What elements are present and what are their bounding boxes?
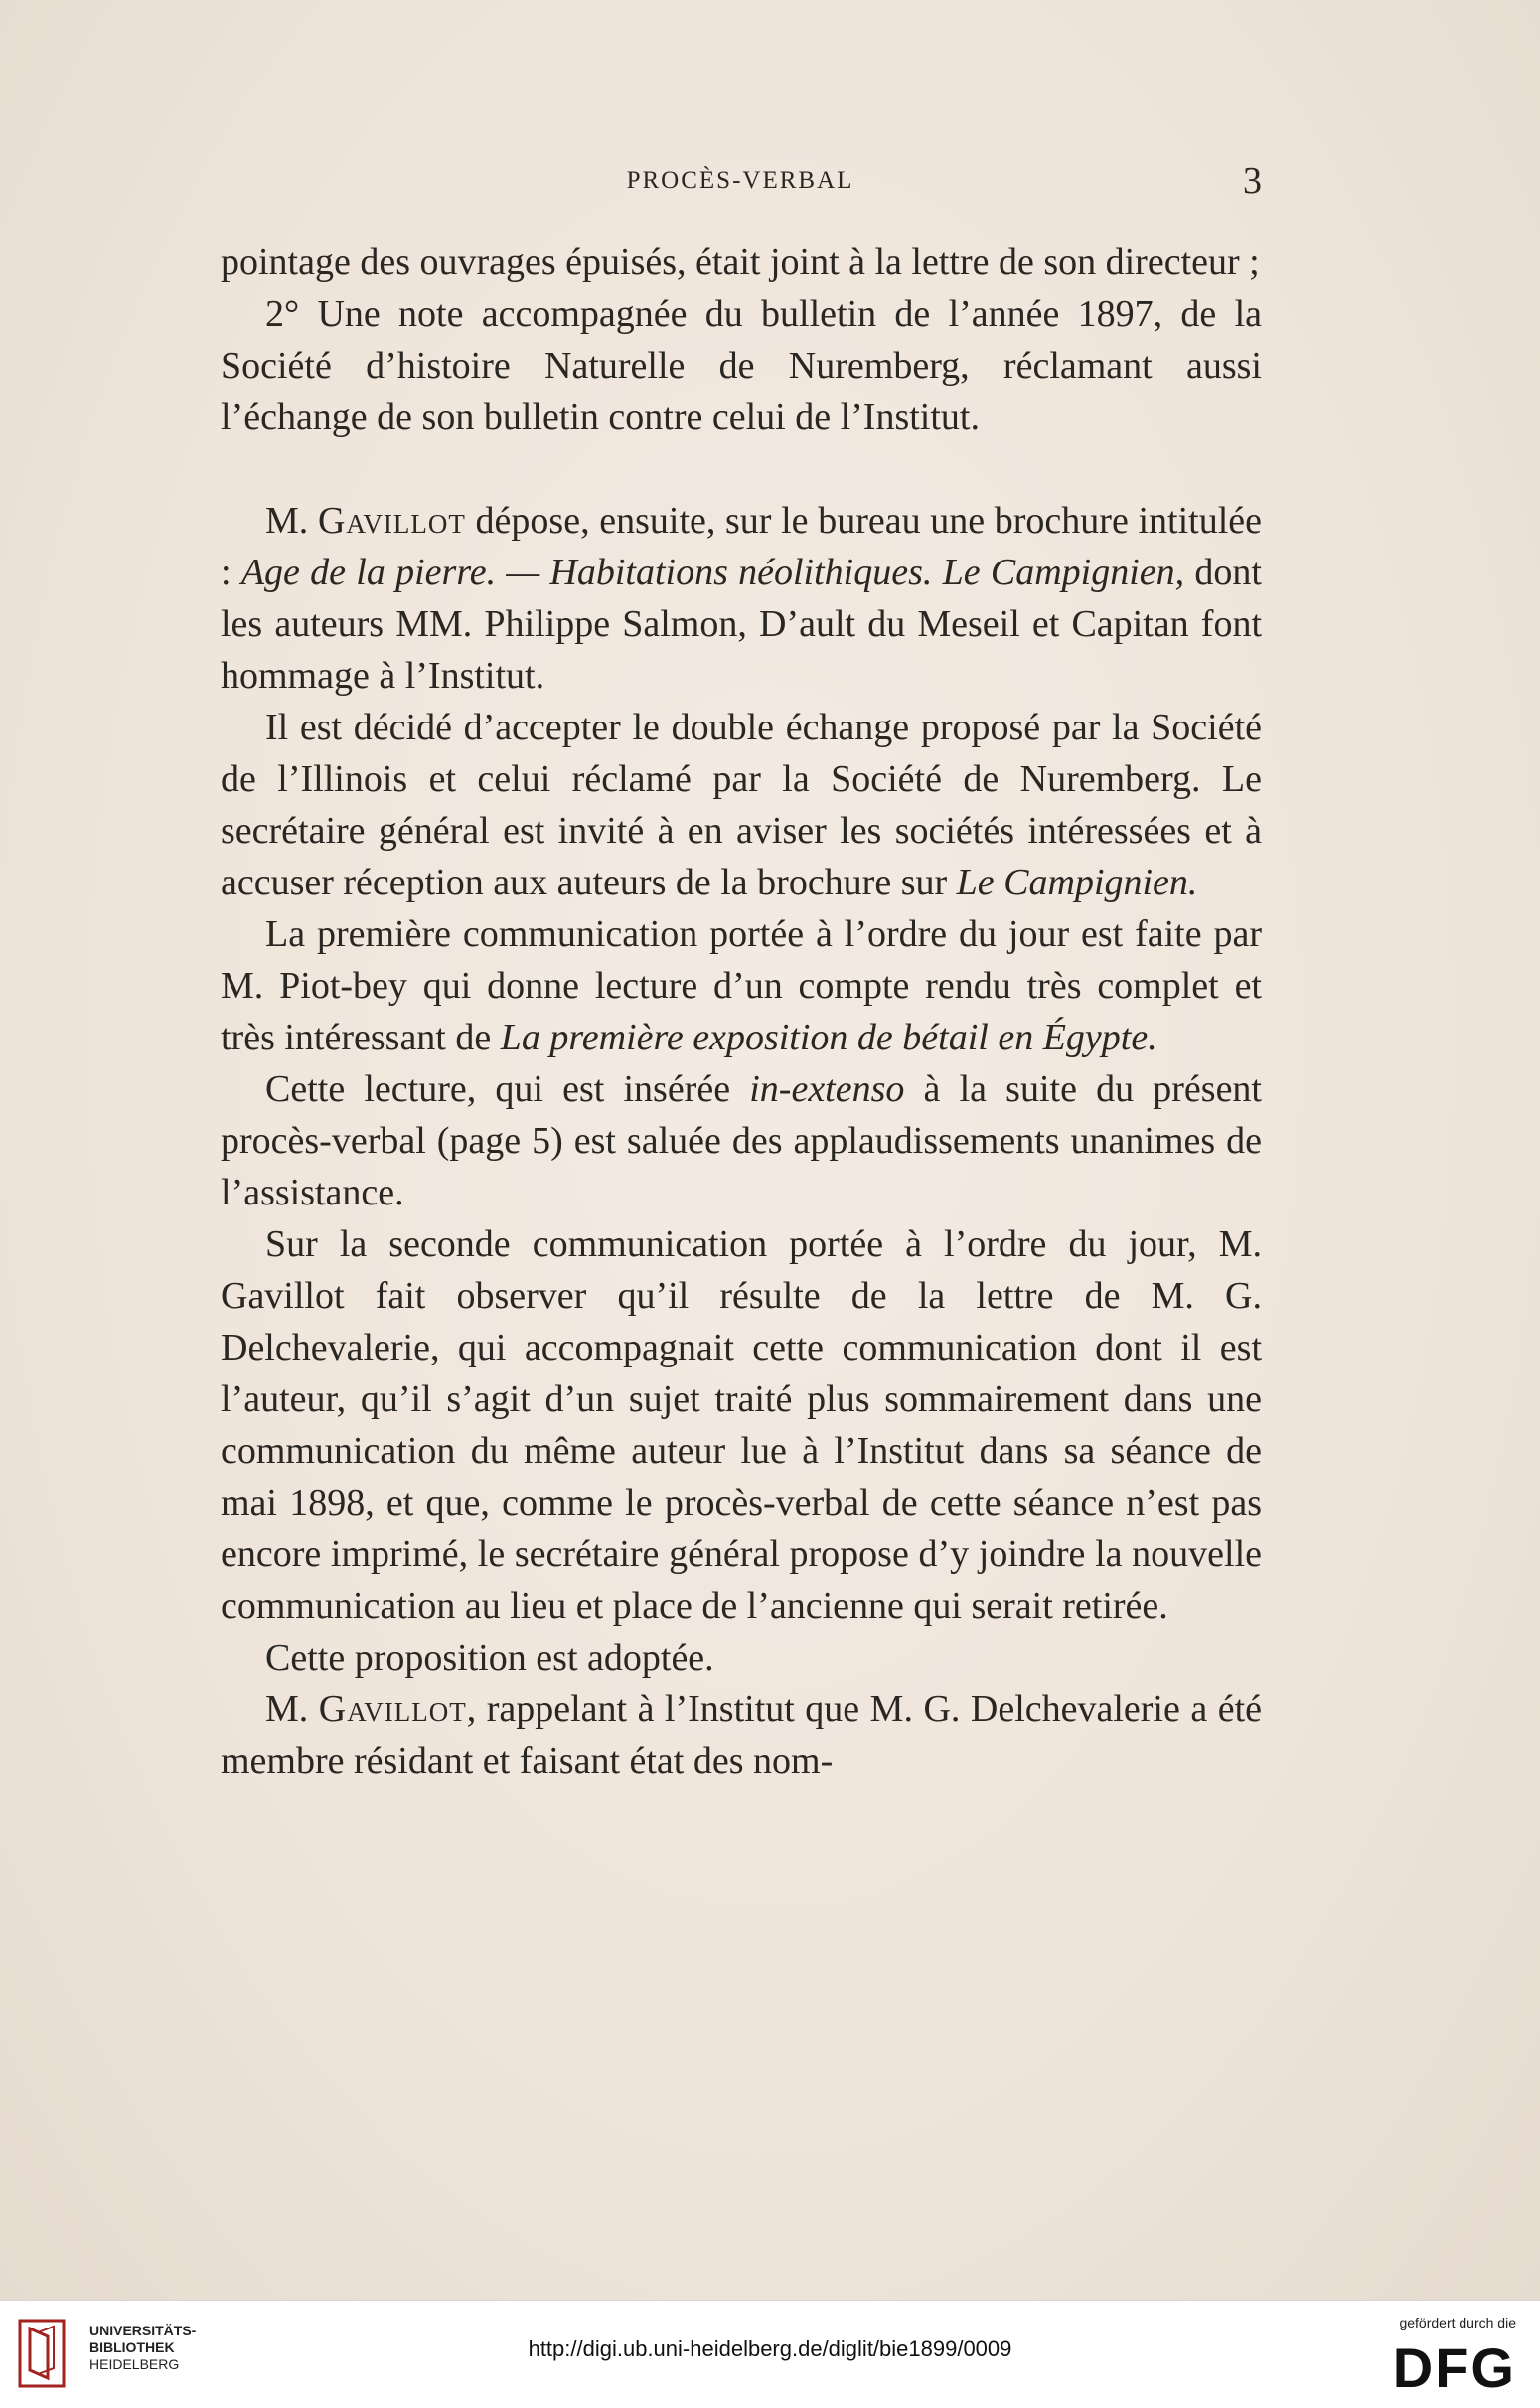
text-segment: M. <box>265 500 318 542</box>
paragraph-5 <box>221 908 1262 1063</box>
text-segment: dont les auteurs MM. Philippe Salmon, D’ault du Meseil et Capitan font hommage à l’Institut. <box>221 552 1262 697</box>
paragraph-1: pointage des ouvrages épuisés, était joint à la lettre de son directeur ; <box>221 241 1260 283</box>
paragraph-2: 2° Une note accompagnée du bulletin de l’année 1897, de la Société d’histoire Naturelle de Nuremberg, réclamant aussi l’échange de son bulletin contre celui de l’Institut. <box>221 293 1262 438</box>
latin-phrase: in-extenso <box>749 1068 905 1110</box>
library-name-line: UNIVERSITÄTS- <box>89 2323 197 2338</box>
library-name-line: HEIDELBERG <box>89 2356 180 2372</box>
paragraph-9 <box>221 1684 1262 1787</box>
text-segment: , rappelant à l’Institut que M. G. Delchevalerie a été membre résidant et faisant état des nom- <box>221 1688 1262 1782</box>
text-segment: à la suite du présent procès-verbal (page 5) est saluée des applaudissements unanimes de l’assistance. <box>221 1068 1262 1213</box>
paragraph-8: Cette proposition est adoptée. <box>265 1637 714 1679</box>
digitization-footer <box>0 2300 1540 2408</box>
paragraph-7: Sur la seconde communication portée à l’ordre du jour, M. Gavillot fait observer qu’il résulte de la lettre de M. G. Delchevalerie, qui accompagnait cette communication dont il est l’auteur, qu’il s’agit d’un sujet traité plus sommairement dans une communication du même auteur lue à l’Institut dans sa séance de mai 1898, et que, comme le procès-verbal de cette séance n’est pas encore imprimé, le secrétaire général propose d’y joindre la nouvelle communication au lieu et place de l’ancienne qui serait retirée. <box>221 1223 1262 1627</box>
library-name-line: BIBLIOTHEK <box>89 2339 175 2355</box>
brochure-title-ref: Le Campignien. <box>956 862 1198 903</box>
text-segment: La première communication portée à l’ordre du jour est faite par M. Piot-bey qui donne lecture d’un compte rendu très complet et très intéressant de <box>221 913 1262 1058</box>
permalink-url[interactable]: http://digi.ub.uni-heidelberg.de/diglit/bie1899/0009 <box>528 2336 1012 2361</box>
text-segment: Cette lecture, qui est insérée <box>265 1068 750 1110</box>
running-title: PROCÈS-VERBAL <box>626 167 854 194</box>
text-segment: dépose, ensuite, sur le bureau une brochure intitulée : <box>221 500 1262 593</box>
paragraph-3 <box>221 495 1262 702</box>
person-name: Gavillot <box>317 500 466 542</box>
paragraph-6 <box>221 1063 1262 1218</box>
dfg-logo: DFG <box>1392 2336 1516 2399</box>
text-segment: Il est décidé d’accepter le double échange proposé par la Société de l’Illinois et celui réclamé par la Société de Nuremberg. Le secrétaire général est invité à en aviser les sociétés intéressées et à accuser réception aux auteurs de la brochure sur <box>221 707 1262 903</box>
page-header <box>219 159 1262 209</box>
page-number: 3 <box>1243 160 1262 202</box>
funding-label: gefördert durch die <box>1399 2315 1516 2330</box>
report-title: La première exposition de bétail en Égypte. <box>500 1017 1157 1058</box>
body-text <box>221 237 1262 1787</box>
person-name: Gavillot <box>318 1688 467 1730</box>
paragraph-4 <box>221 702 1262 908</box>
brochure-title: Age de la pierre. — Habitations néolithiques. Le Campignien, <box>240 552 1185 593</box>
text-segment: M. <box>265 1688 319 1730</box>
